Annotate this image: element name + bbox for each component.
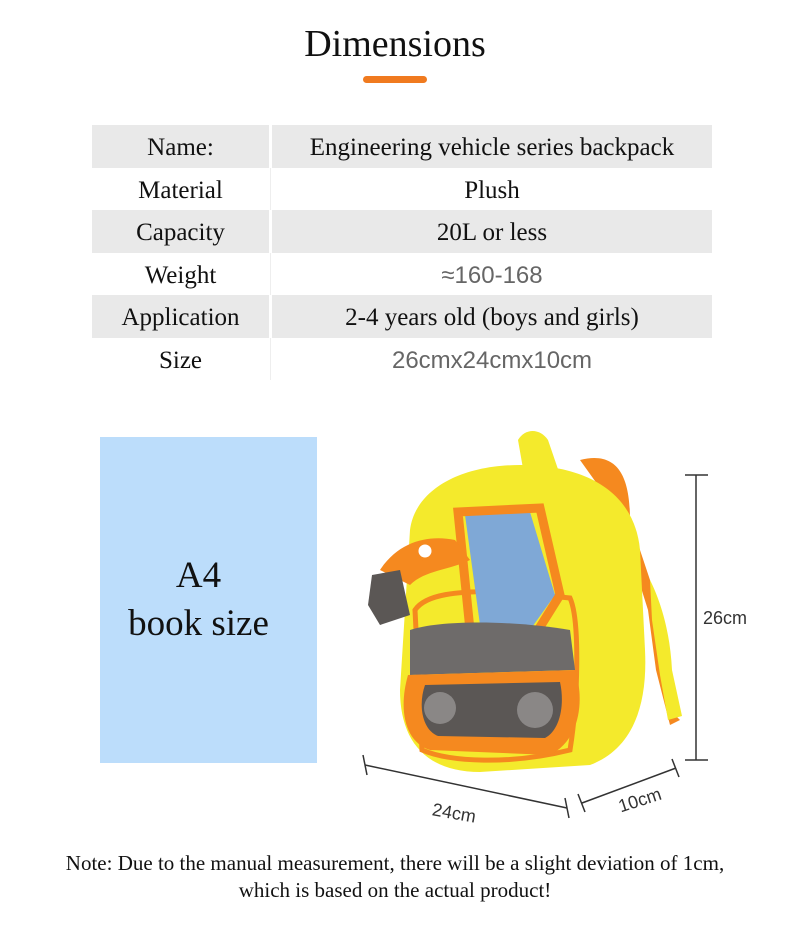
a4-label-line2: book size xyxy=(128,603,269,644)
spec-table xyxy=(92,125,712,380)
wheel xyxy=(424,692,456,724)
spec-label: Name: xyxy=(147,134,214,161)
a4-label-line1: A4 xyxy=(175,555,222,596)
spec-value: 26cmx24cmx10cm xyxy=(391,346,593,374)
title-underline xyxy=(363,76,427,83)
width-measurement: 24cm xyxy=(430,799,478,827)
spec-row-application xyxy=(92,295,712,338)
column-divider xyxy=(270,253,271,296)
note-line2: which is based on the actual product! xyxy=(238,878,552,902)
column-divider xyxy=(270,338,271,381)
wheel xyxy=(517,692,553,728)
spec-value: 2-4 years old (boys and girls) xyxy=(345,304,639,331)
spec-label: Application xyxy=(121,304,240,331)
measurement-note xyxy=(0,850,790,904)
spec-value: Plush xyxy=(464,176,520,204)
arm-pivot xyxy=(417,543,433,559)
depth-dimension-cap xyxy=(672,759,679,777)
spec-row-size xyxy=(92,338,712,381)
spec-label: Material xyxy=(138,176,223,204)
spec-label: Size xyxy=(158,346,203,374)
spec-row-capacity xyxy=(92,210,712,253)
spec-label: Weight xyxy=(144,261,217,289)
spec-row-material xyxy=(92,168,712,211)
width-dimension-line xyxy=(365,765,567,808)
spec-row-weight xyxy=(92,253,712,296)
a4-label xyxy=(100,552,297,648)
backpack-illustration xyxy=(330,420,750,840)
vehicle-body xyxy=(410,623,575,676)
spec-label: Capacity xyxy=(136,219,225,246)
depth-measurement: 10cm xyxy=(615,783,664,817)
spec-value: 20L or less xyxy=(436,219,548,246)
note-line1: Note: Due to the manual measurement, there will be a slight deviation of 1cm, xyxy=(65,851,725,875)
spec-value: ≈160-168 xyxy=(441,261,543,289)
a4-size-reference xyxy=(100,437,317,763)
page-title: Dimensions xyxy=(304,23,486,65)
spec-row-name xyxy=(92,125,712,168)
height-measurement: 26cm xyxy=(703,608,748,628)
column-divider xyxy=(270,168,271,211)
spec-value: Engineering vehicle series backpack xyxy=(309,134,675,161)
